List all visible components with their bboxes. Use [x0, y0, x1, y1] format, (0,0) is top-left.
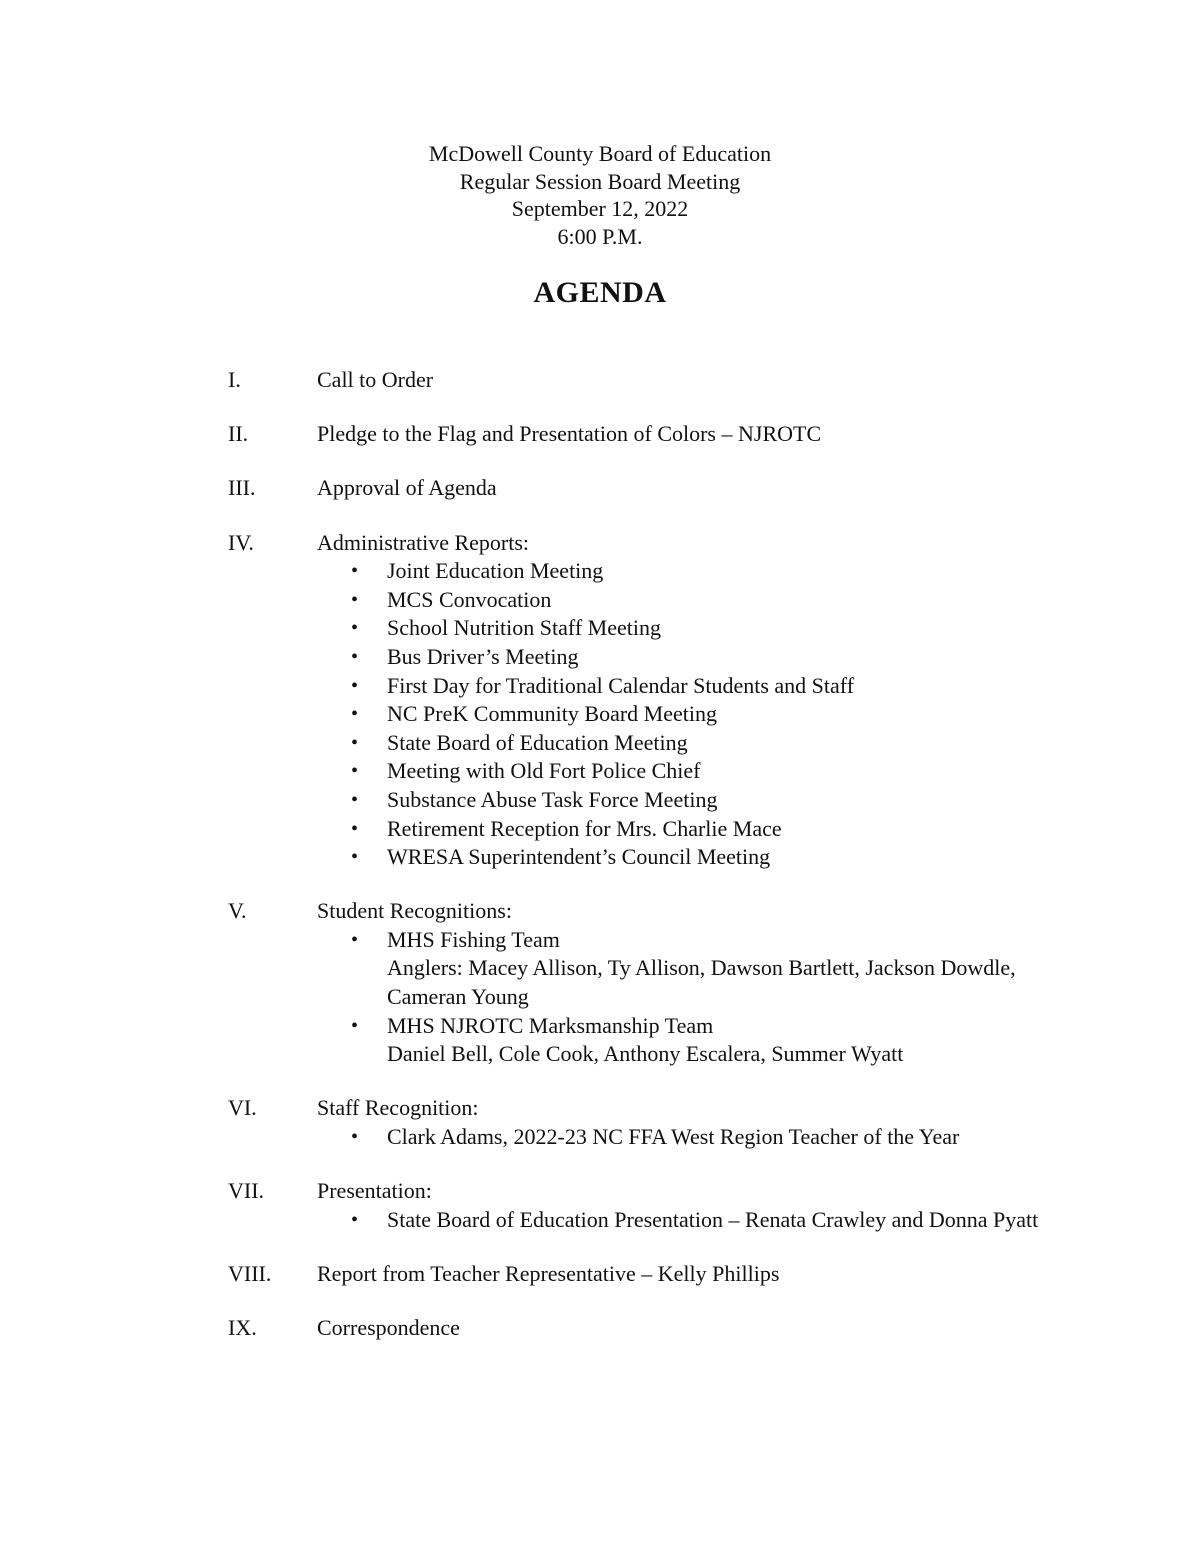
agenda-subitem-text: State Board of Education Presentation – Renata Crawley and Donna Pyatt	[387, 1206, 1039, 1232]
agenda-subitem-detail: Anglers: Macey Allison, Ty Allison, Dawson Bartlett, Jackson Dowdle, Cameran Young	[387, 955, 1016, 1010]
agenda-item-text: Student Recognitions:	[317, 898, 512, 924]
agenda-subitem-body	[387, 757, 1088, 786]
agenda-item-text: Call to Order	[317, 367, 434, 392]
agenda-item-text: Correspondence	[317, 1315, 460, 1341]
agenda-subitem-text: School Nutrition Staff Meeting	[387, 615, 661, 641]
agenda-list	[228, 366, 1088, 1368]
agenda-subitem	[317, 557, 1088, 586]
agenda-subitem-text: Clark Adams, 2022-23 NC FFA West Region Teacher of the Year	[387, 1124, 960, 1150]
agenda-item-content	[317, 366, 1088, 395]
agenda-item-text: Staff Recognition:	[317, 1095, 479, 1121]
organization-name: McDowell County Board of Education	[428, 141, 772, 166]
agenda-item-numeral: VIII.	[228, 1261, 272, 1286]
agenda-item-content	[317, 529, 1088, 872]
agenda-item	[228, 420, 1088, 449]
agenda-item	[228, 1094, 1088, 1151]
agenda-subitem-text: Bus Driver’s Meeting	[387, 643, 579, 669]
agenda-subitem	[317, 757, 1088, 786]
agenda-subitem	[317, 786, 1088, 815]
bullet-icon: •	[351, 617, 359, 640]
agenda-item-numeral: V.	[228, 898, 247, 924]
agenda-item-numeral: III.	[228, 475, 256, 501]
agenda-subitem-text: MHS Fishing Team	[387, 926, 560, 952]
agenda-item-numeral: I.	[228, 367, 241, 392]
agenda-item	[228, 1314, 1088, 1343]
agenda-title: AGENDA	[533, 276, 667, 309]
bullet-icon: •	[351, 703, 359, 726]
bullet-icon: •	[351, 674, 359, 697]
agenda-subitem-list	[317, 1123, 1088, 1152]
agenda-subitem-body	[387, 786, 1088, 815]
agenda-subitem-list	[317, 926, 1088, 1069]
bullet-icon: •	[351, 928, 359, 951]
meeting-time: 6:00 P.M.	[557, 223, 643, 249]
agenda-subitem	[317, 1012, 1088, 1069]
bullet-icon: •	[351, 1208, 359, 1231]
agenda-subitem-body	[387, 643, 1088, 672]
agenda-item-numeral: II.	[228, 421, 249, 447]
agenda-subitem-list	[317, 1206, 1088, 1235]
agenda-subitem-body	[387, 700, 1088, 729]
agenda-subitem-text: State Board of Education Meeting	[387, 729, 688, 755]
agenda-item	[228, 474, 1088, 503]
agenda-subitem	[317, 843, 1088, 872]
agenda-item-content	[317, 1094, 1088, 1151]
agenda-item-content	[317, 1260, 1088, 1289]
agenda-subitem-body	[387, 843, 1088, 872]
bullet-icon: •	[351, 846, 359, 869]
bullet-icon: •	[351, 560, 359, 583]
agenda-item	[228, 366, 1088, 395]
agenda-subitem	[317, 815, 1088, 844]
agenda-subitem	[317, 1123, 1088, 1152]
agenda-subitem-detail: Daniel Bell, Cole Cook, Anthony Escalera, Summer Wyatt	[387, 1041, 904, 1067]
agenda-subitem-text: Meeting with Old Fort Police Chief	[387, 758, 701, 784]
agenda-item-content	[317, 897, 1088, 1069]
agenda-item-numeral: IX.	[228, 1315, 257, 1341]
agenda-subitem-text: Substance Abuse Task Force Meeting	[387, 786, 718, 812]
agenda-subitem-body	[387, 926, 1088, 1012]
bullet-icon: •	[351, 1014, 359, 1037]
agenda-subitem-text: First Day for Traditional Calendar Students and Staff	[387, 672, 855, 698]
agenda-item-text: Presentation:	[317, 1178, 432, 1204]
agenda-subitem-list	[317, 557, 1088, 872]
agenda-subitem-text: Retirement Reception for Mrs. Charlie Mace	[387, 815, 782, 841]
agenda-subitem-body	[387, 586, 1088, 615]
agenda-subitem-text: NC PreK Community Board Meeting	[387, 701, 717, 727]
agenda-item-numeral: VII.	[228, 1178, 265, 1204]
agenda-subitem-body	[387, 815, 1088, 844]
agenda-item-text: Administrative Reports:	[317, 529, 530, 555]
agenda-item	[228, 1177, 1088, 1234]
agenda-item-numeral: IV.	[228, 529, 254, 555]
agenda-item-text: Approval of Agenda	[317, 475, 497, 501]
bullet-icon: •	[351, 731, 359, 754]
agenda-item-content	[317, 1314, 1088, 1343]
agenda-subitem	[317, 1206, 1088, 1235]
agenda-subitem-body	[387, 1206, 1088, 1235]
agenda-item-text: Pledge to the Flag and Presentation of Colors – NJROTC	[317, 421, 822, 447]
agenda-subitem-body	[387, 557, 1088, 586]
bullet-icon: •	[351, 588, 359, 611]
agenda-subitem	[317, 729, 1088, 758]
meeting-date: September 12, 2022	[511, 196, 689, 221]
agenda-item	[228, 897, 1088, 1069]
agenda-subitem-text: Joint Education Meeting	[387, 558, 604, 584]
agenda-item	[228, 1260, 1088, 1289]
agenda-subitem	[317, 586, 1088, 615]
agenda-subitem	[317, 643, 1088, 672]
document-header	[0, 140, 1200, 250]
bullet-icon: •	[351, 760, 359, 783]
meeting-name: Regular Session Board Meeting	[459, 168, 741, 194]
agenda-item	[228, 529, 1088, 872]
agenda-subitem	[317, 672, 1088, 701]
agenda-subitem	[317, 614, 1088, 643]
agenda-subitem-text: MHS NJROTC Marksmanship Team	[387, 1012, 714, 1038]
agenda-subitem-body	[387, 614, 1088, 643]
agenda-subitem-text: MCS Convocation	[387, 586, 552, 612]
agenda-item-numeral: VI.	[228, 1095, 257, 1121]
agenda-item-content	[317, 474, 1088, 503]
agenda-subitem-body	[387, 1012, 1088, 1069]
agenda-subitem	[317, 700, 1088, 729]
agenda-subitem-body	[387, 672, 1088, 701]
agenda-subitem-body	[387, 729, 1088, 758]
agenda-subitem-body	[387, 1123, 1088, 1152]
bullet-icon: •	[351, 645, 359, 668]
agenda-item-content	[317, 1177, 1088, 1234]
agenda-item-content	[317, 420, 1088, 449]
bullet-icon: •	[351, 788, 359, 811]
agenda-item-text: Report from Teacher Representative – Kelly Phillips	[317, 1261, 780, 1286]
agenda-subitem-text: WRESA Superintendent’s Council Meeting	[387, 844, 771, 870]
bullet-icon: •	[351, 1126, 359, 1149]
bullet-icon: •	[351, 817, 359, 840]
agenda-subitem	[317, 926, 1088, 1012]
